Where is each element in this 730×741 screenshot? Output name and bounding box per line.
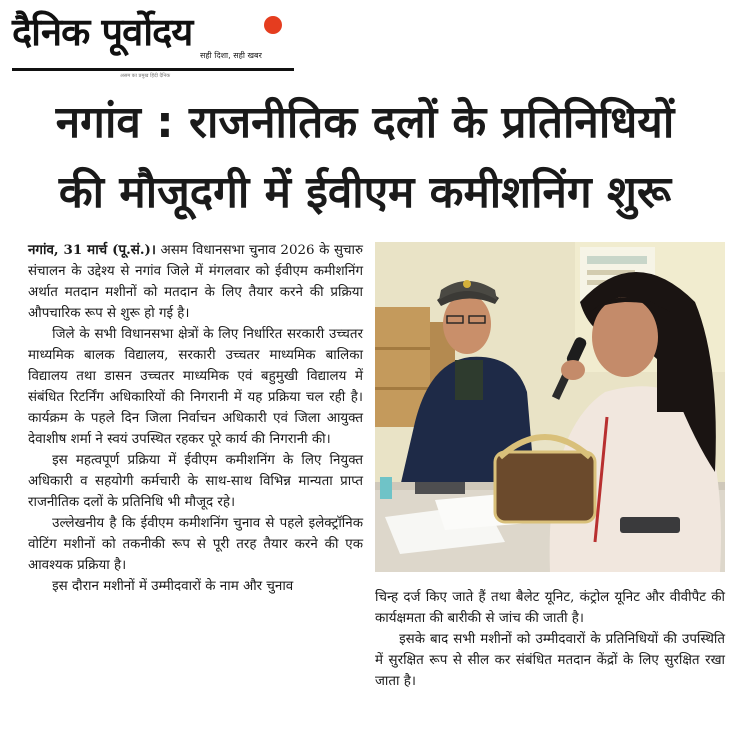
article-paragraph: नगांव, 31 मार्च (पू.सं.)। असम विधानसभा चुनाव 2026 के सुचारु संचालन के उद्देश्य से नगांव जिले में मंगलवार को ईवीएम कमीशनिंग अर्थात मतदान मशीनों को मतदान के लिए तैयार करने की प्रक्रिया औपचारिक रूप से शुरू हो गई है। bbox=[28, 242, 364, 321]
article-paragraph: इस दौरान मशीनों में उम्मीदवारों के नाम और चुनाव bbox=[52, 579, 294, 594]
masthead-rule bbox=[12, 68, 294, 71]
article-paragraph: उल्लेखनीय है कि ईवीएम कमीशनिंग चुनाव से पहले इलेक्ट्रॉनिक वोटिंग मशीनों को तकनीकी रूप से पूरी तरह तैयार करने की एक आवश्यक प्रक्रिया है। bbox=[28, 516, 363, 573]
article-paragraph: जिले के सभी विधानसभा क्षेत्रों के लिए निर्धारित सरकारी उच्चतर माध्यमिक बालक विद्यालय, सरकारी उच्चतर माध्यमिक बालिका विद्यालय तथा डासन उच्चतर माध्यमिक एवं बहुमुखी विद्यालय में संबंधित रिटर्निंग अधिकारियों की निगरानी में यह प्रक्रिया चल रही है। कार्यक्रम के पहले दिन जिला निर्वाचन अधिकारी एवं जिला आयुक्त देवाशीष शर्मा ने स्वयं उपस्थित रहकर पूरे कार्य की निगरानी की। bbox=[28, 327, 363, 447]
logo-dot-icon bbox=[264, 16, 282, 34]
masthead-tagline: सही दिशा, सही खबर bbox=[200, 51, 262, 60]
newspaper-logo: दैनिक पूर्वोदय bbox=[12, 10, 193, 54]
news-photo bbox=[375, 242, 725, 572]
article-paragraph: इस महत्वपूर्ण प्रक्रिया में ईवीएम कमीशनिंग के लिए नियुक्त अधिकारी व सहयोगी कर्मचारी के साथ-साथ विभिन्न मान्यता प्राप्त राजनीतिक दलों के प्रतिनिधि भी मौजूद रहे। bbox=[28, 453, 363, 510]
article-column-left bbox=[28, 240, 363, 597]
article-paragraph: इसके बाद सभी मशीनों को उम्मीदवारों के प्रतिनिधियों की उपस्थिति में सुरक्षित रूप से सील कर संबंधित मतदान केंद्रों के लिए सुरक्षित रखा जाता है। bbox=[375, 632, 725, 689]
article-headline bbox=[10, 88, 720, 228]
headline-line-1: नगांव : राजनीतिक दलों के प्रतिनिधियों bbox=[55, 97, 675, 148]
dateline: नगांव, 31 मार्च (पू.सं.)। bbox=[28, 242, 156, 258]
article-column-right bbox=[375, 587, 725, 692]
article-paragraph: चिन्ह दर्ज किए जाते हैं तथा बैलेट यूनिट, कंट्रोल यूनिट और वीवीपैट की कार्यक्षमता की बारीकी से जांच की जाती है। bbox=[375, 590, 725, 626]
news-photo-illustration bbox=[375, 242, 725, 572]
headline-line-2: की मौजूदगी में ईवीएम कमीशनिंग शुरू bbox=[58, 167, 672, 218]
masthead-subline: असम का प्रमुख हिंदी दैनिक bbox=[120, 73, 171, 79]
masthead bbox=[8, 6, 298, 79]
